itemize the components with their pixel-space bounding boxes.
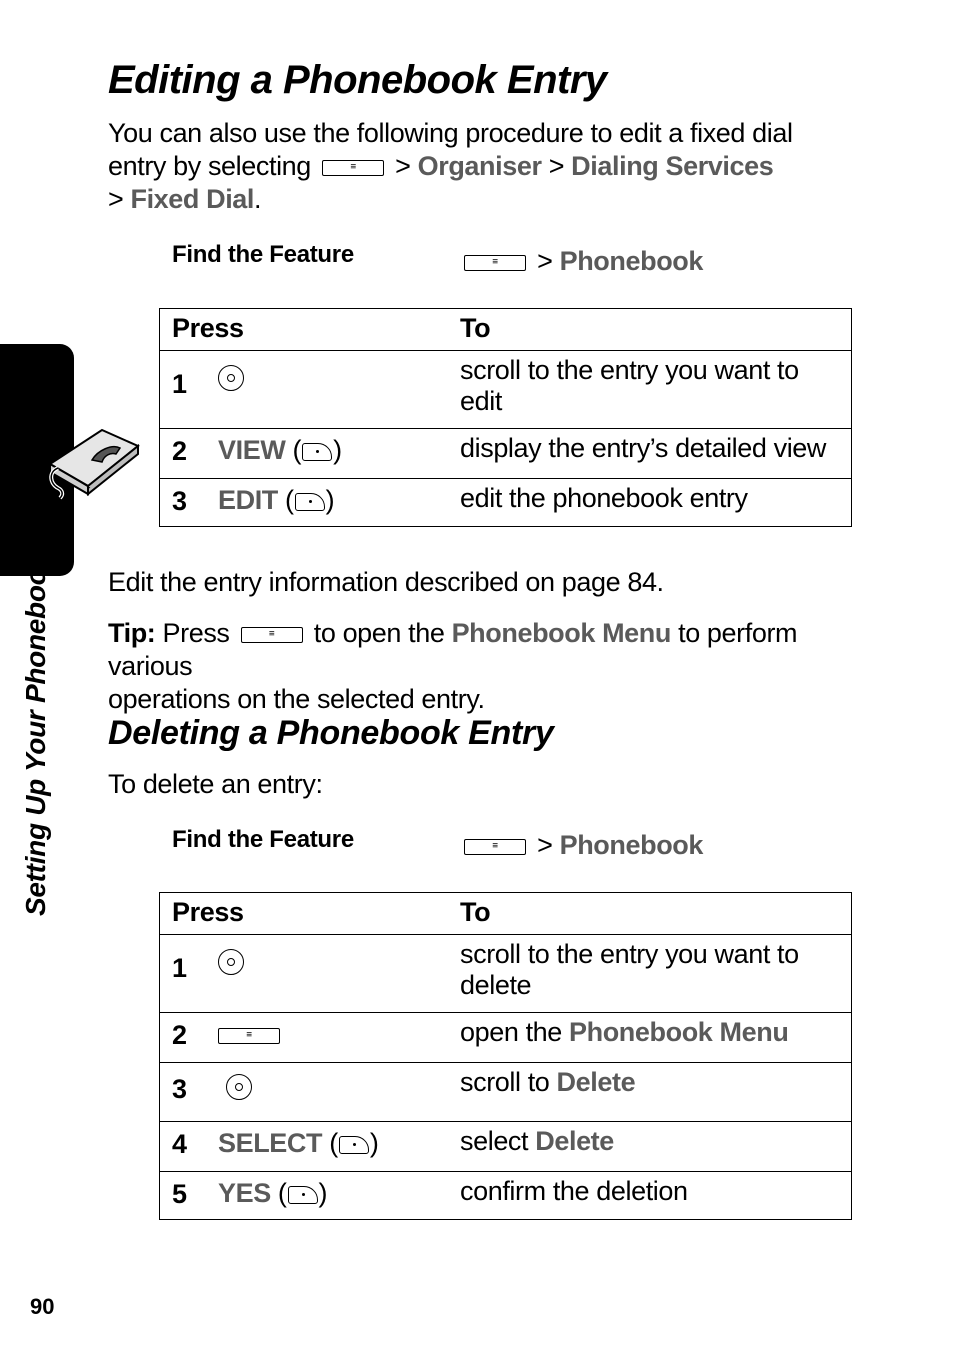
edit-steps-table: [159, 308, 852, 527]
step-description: select: [460, 1126, 529, 1156]
section-title: Deleting a Phonebook Entry: [108, 714, 554, 752]
table-row: 2 VIEW ( ) display the entry’s detailed view: [160, 429, 852, 479]
menu-key-icon: [322, 160, 384, 176]
intro-paragraph: [108, 117, 868, 216]
delete-label: Delete: [556, 1067, 636, 1097]
step-number: 5: [172, 1179, 187, 1209]
phonebook-label: Phonebook: [559, 246, 703, 276]
step-description: display the entry’s detailed view: [460, 433, 827, 463]
intro-line-3: [108, 183, 868, 216]
nav-key-icon: [218, 365, 244, 391]
separator: >: [548, 151, 565, 181]
find-feature-path: [462, 245, 703, 278]
separator: >: [537, 830, 553, 860]
dialing-services-label: Dialing Services: [571, 151, 774, 181]
edit-key-label: EDIT: [218, 485, 278, 515]
step-description: delete: [460, 970, 532, 1000]
nav-key-icon: [226, 1074, 252, 1100]
tip-text: Press: [162, 618, 230, 648]
step-description: edit the phonebook entry: [460, 483, 748, 513]
step-number: 3: [172, 1074, 187, 1104]
table-header: [160, 309, 852, 351]
nav-key-icon: [218, 949, 244, 975]
header-to: To: [460, 893, 852, 935]
fixed-dial-label: Fixed Dial: [130, 184, 255, 214]
step-description: open the: [460, 1017, 562, 1047]
separator: >: [395, 151, 411, 181]
header-press: Press: [160, 309, 461, 351]
table-row: [160, 935, 852, 1013]
separator: >: [537, 246, 553, 276]
menu-key-icon: [241, 627, 303, 643]
table-row: [160, 1013, 852, 1063]
phonebook-menu-label: Phonebook Menu: [451, 618, 671, 648]
intro-line-2: [108, 150, 868, 183]
phonebook-icon: [40, 422, 144, 506]
period: .: [254, 184, 262, 214]
table-row: 4 SELECT ( ) select Delete: [160, 1122, 852, 1172]
intro-line-1: You can also use the following procedure to edit a fixed dial: [108, 118, 793, 148]
yes-key-label: YES: [218, 1178, 271, 1208]
page-number: 90: [30, 1294, 55, 1319]
tip-text: operations on the selected entry.: [108, 684, 485, 714]
step-description: scroll to the entry you want to: [460, 939, 799, 969]
table-row: 3 EDIT ( ) edit the phonebook entry: [160, 479, 852, 527]
select-key-label: SELECT: [218, 1128, 323, 1158]
soft-key-icon: [339, 1136, 369, 1154]
soft-key-icon: [288, 1186, 318, 1204]
tip-paragraph: [108, 617, 868, 716]
menu-key-icon: [464, 839, 526, 855]
tip-text: to perform various: [108, 618, 798, 681]
step-description: edit: [460, 386, 502, 416]
view-key-label: VIEW: [218, 435, 286, 465]
step-number: 2: [172, 1020, 187, 1050]
page-title: Editing a Phonebook Entry: [108, 58, 607, 102]
phonebook-label: Phonebook: [559, 830, 703, 860]
step-number: 3: [172, 486, 187, 516]
step-description: confirm the deletion: [460, 1176, 688, 1206]
delete-label: Delete: [535, 1126, 614, 1156]
menu-key-icon: [464, 255, 526, 271]
soft-key-icon: [295, 493, 325, 511]
header-to: To: [460, 309, 852, 351]
tip-text: to open the: [313, 618, 445, 648]
table-header: [160, 893, 852, 935]
delete-intro-text: To delete an entry:: [108, 769, 323, 799]
find-feature-label: Find the Feature: [172, 241, 354, 268]
edit-info-text: Edit the entry information described on page 84.: [108, 567, 664, 597]
table-row: [160, 1063, 852, 1122]
separator: >: [108, 184, 124, 214]
table-row: [160, 351, 852, 429]
delete-steps-table: [159, 892, 852, 1220]
step-number: 4: [172, 1129, 187, 1159]
table-row: 5 YES ( ) confirm the deletion: [160, 1172, 852, 1220]
tip-label: Tip:: [108, 618, 156, 648]
intro-text: entry by selecting: [108, 151, 311, 181]
step-description: scroll to the entry you want to: [460, 355, 799, 385]
menu-key-icon: [218, 1028, 280, 1044]
step-number: 2: [172, 436, 187, 466]
organiser-label: Organiser: [417, 151, 542, 181]
phonebook-menu-label: Phonebook Menu: [569, 1017, 789, 1047]
step-description: scroll to: [460, 1067, 550, 1097]
step-number: 1: [172, 369, 187, 399]
soft-key-icon: [302, 443, 332, 461]
find-feature-label: Find the Feature: [172, 826, 354, 853]
step-number: 1: [172, 953, 187, 983]
sidebar-section-label: Setting Up Your Phonebook: [20, 553, 51, 916]
find-feature-path: [462, 829, 703, 862]
header-press: Press: [160, 893, 461, 935]
